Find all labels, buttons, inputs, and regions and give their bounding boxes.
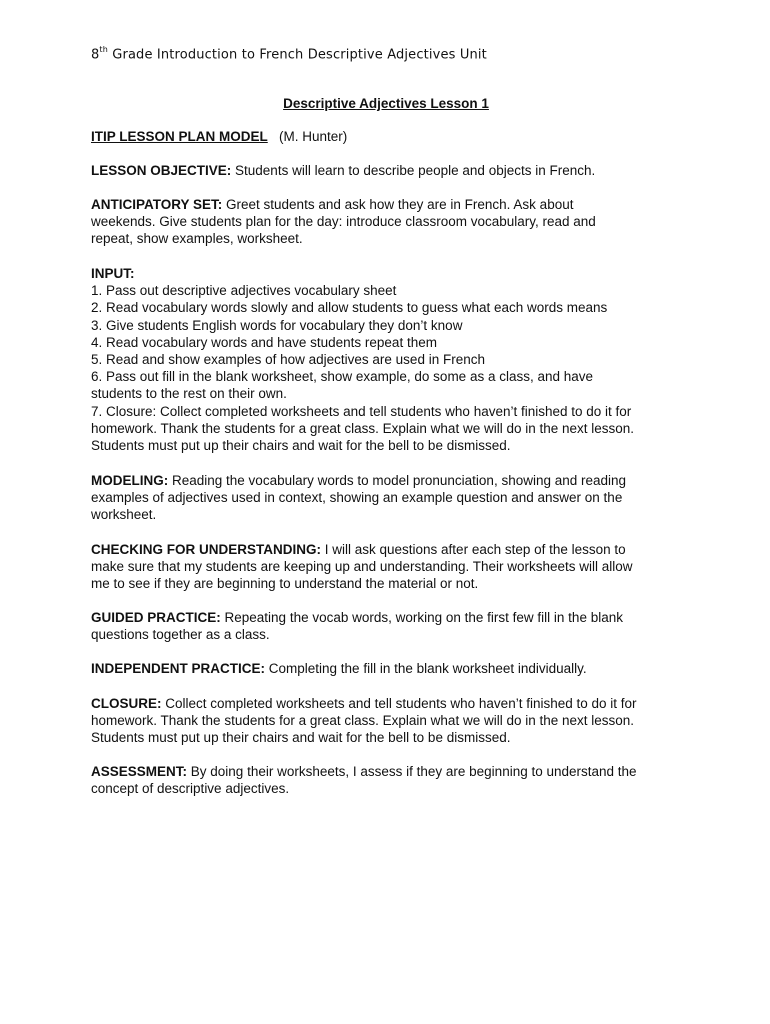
model-line (91, 128, 691, 145)
modeling-label: MODELING: (91, 473, 169, 488)
assessment-section (91, 763, 691, 797)
modeling-line: worksheet. (91, 507, 157, 523)
objective-section (91, 162, 691, 179)
input-item: students to the rest on their own. (91, 386, 287, 402)
modeling-line: Reading the vocabulary words to model pronunciation, showing and reading (168, 473, 627, 488)
independent-text: Completing the fill in the blank worksheet individually. (265, 661, 587, 676)
anticipatory-line: Greet students and ask how they are in French. Ask about (222, 197, 574, 212)
assessment-label: ASSESSMENT: (91, 764, 188, 779)
anticipatory-label: ANTICIPATORY SET: (91, 197, 223, 212)
document-header (91, 46, 711, 62)
grade-suffix: th (99, 45, 108, 54)
closure-line: Collect completed worksheets and tell students who haven’t finished to do it for (161, 696, 637, 711)
closure-line: homework. Thank the students for a great class. Explain what we will do in the next lesson. (91, 713, 635, 729)
checking-label: CHECKING FOR UNDERSTANDING: (91, 542, 321, 557)
objective-text: Students will learn to describe people and objects in French. (231, 163, 596, 178)
objective-label: LESSON OBJECTIVE: (91, 163, 232, 178)
guided-line: questions together as a class. (91, 627, 270, 643)
modeling-line: examples of adjectives used in context, showing an example question and answer on the (91, 490, 623, 506)
input-item: 7. Closure: Collect completed worksheets and tell students who haven’t finished to do it for (91, 403, 632, 419)
anticipatory-line: repeat, show examples, worksheet. (91, 231, 303, 247)
closure-label: CLOSURE: (91, 696, 162, 711)
anticipatory-line: weekends. Give students plan for the day: introduce classroom vocabulary, read and (91, 214, 596, 230)
input-section (91, 265, 691, 454)
input-item: 2. Read vocabulary words slowly and allow students to guess what each words means (91, 300, 608, 316)
input-item: homework. Thank the students for a great class. Explain what we will do in the next lesson. (91, 420, 635, 436)
anticipatory-section (91, 196, 691, 248)
model-label: ITIP LESSON PLAN MODEL (91, 129, 268, 144)
input-item: 1. Pass out descriptive adjectives vocabulary sheet (91, 283, 397, 299)
input-item: 4. Read vocabulary words and have students repeat them (91, 334, 437, 350)
modeling-section (91, 472, 691, 524)
guided-section (91, 609, 691, 643)
model-author: (M. Hunter) (267, 129, 348, 144)
assessment-line: concept of descriptive adjectives. (91, 781, 290, 797)
input-item: 5. Read and show examples of how adjectives are used in French (91, 352, 485, 368)
input-label: INPUT: (91, 266, 135, 281)
checking-line: I will ask questions after each step of the lesson to (321, 542, 626, 557)
input-item: Students must put up their chairs and wait for the bell to be dismissed. (91, 438, 511, 454)
closure-section (91, 695, 691, 747)
closure-line: Students must put up their chairs and wait for the bell to be dismissed. (91, 730, 511, 746)
lesson-title: Descriptive Adjectives Lesson 1 (283, 96, 489, 111)
assessment-line: By doing their worksheets, I assess if they are beginning to understand the (187, 764, 637, 779)
independent-label: INDEPENDENT PRACTICE: (91, 661, 266, 676)
checking-section (91, 541, 691, 593)
guided-line: Repeating the vocab words, working on the first few fill in the blank (220, 610, 623, 625)
input-item: 3. Give students English words for vocabulary they don’t know (91, 317, 463, 333)
checking-line: make sure that my students are keeping up and understanding. Their worksheets will allow (91, 559, 633, 575)
independent-section (91, 660, 691, 677)
checking-line: me to see if they are beginning to understand the material or not. (91, 576, 479, 592)
input-item: 6. Pass out fill in the blank worksheet, show example, do some as a class, and have (91, 369, 594, 385)
grade-number: 8 (91, 47, 100, 63)
header-text: Grade Introduction to French Descriptive Adjectives Unit (107, 47, 487, 63)
guided-label: GUIDED PRACTICE: (91, 610, 221, 625)
